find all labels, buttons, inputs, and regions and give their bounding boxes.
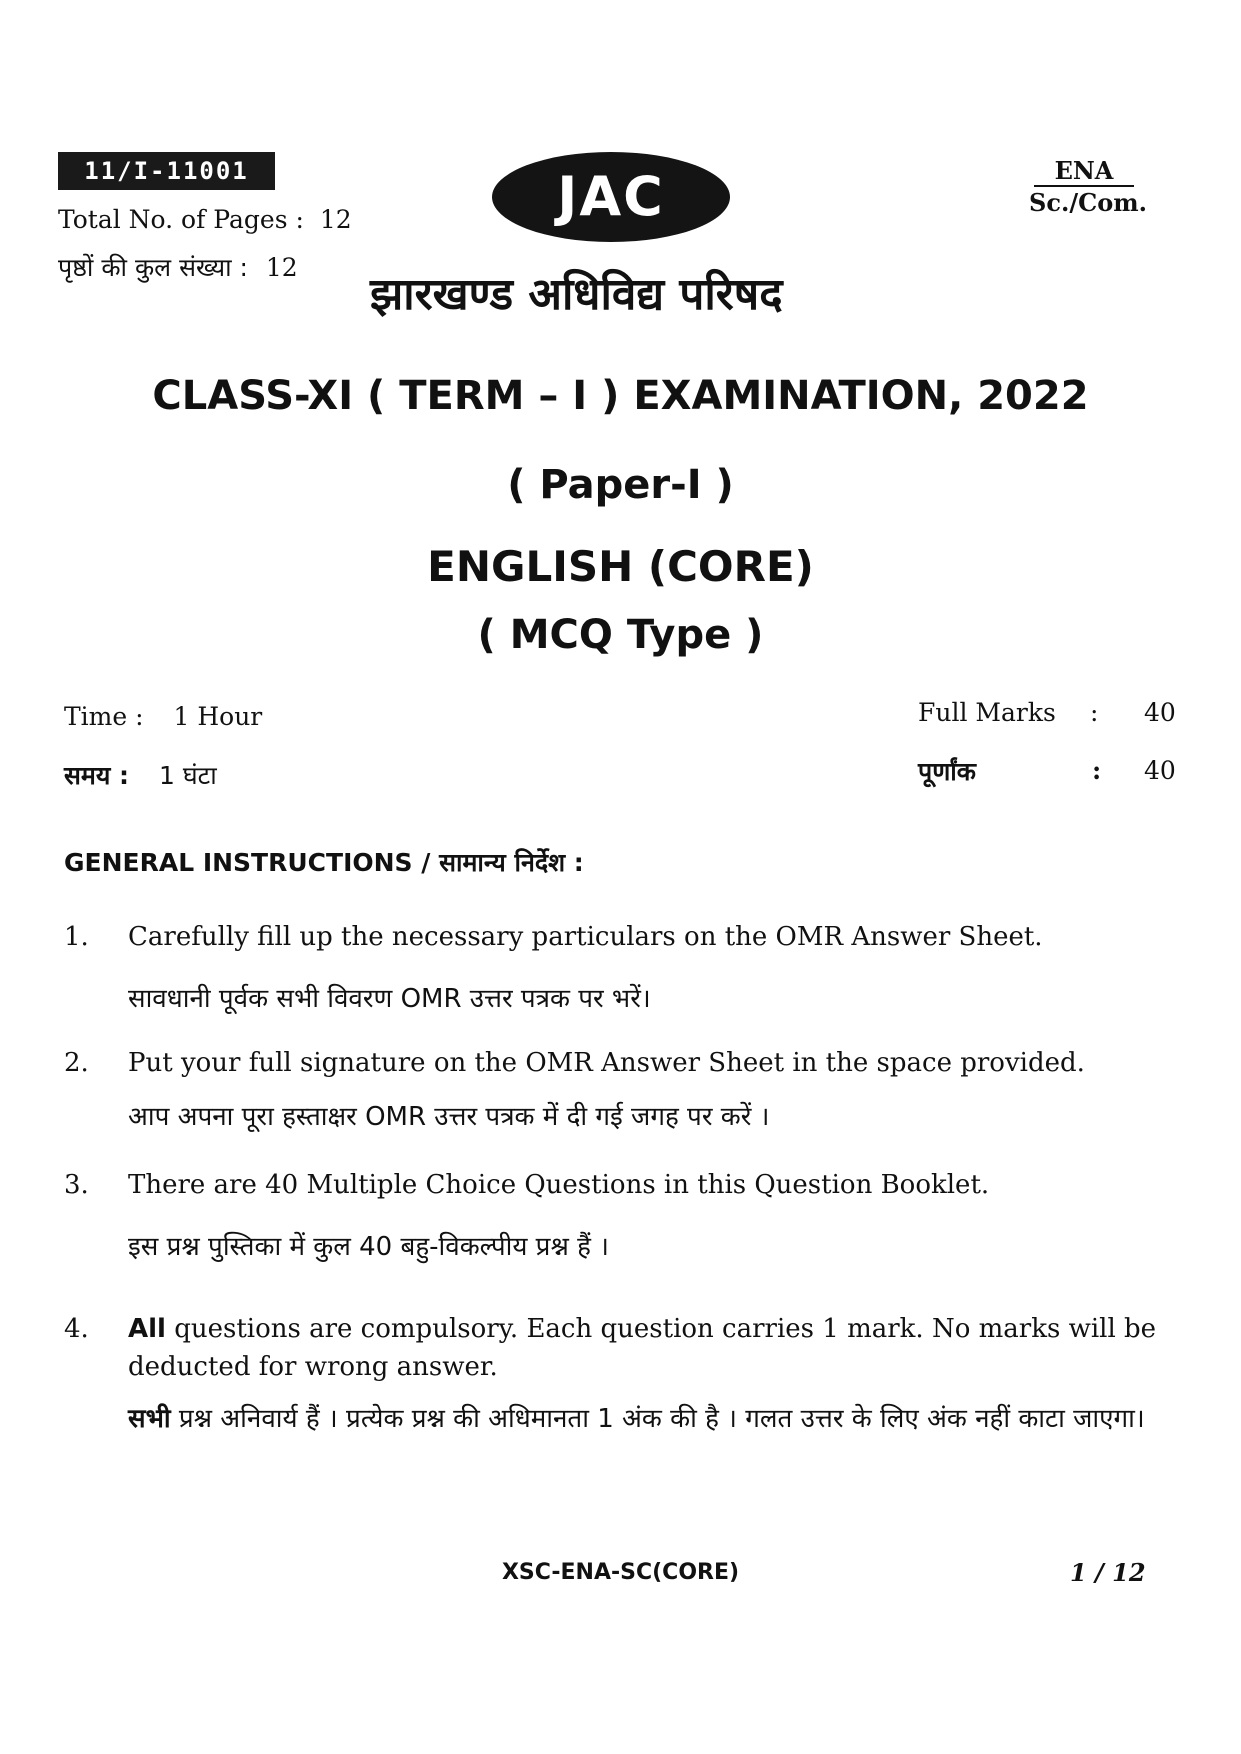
marks-colon-en: : [1090, 698, 1099, 727]
instruction-number: 3. [64, 1170, 89, 1200]
instruction-2-en: Put your full signature on the OMR Answer Sheet in the space provided. [128, 1048, 1085, 1078]
total-pages-label-hindi: पृष्ठों की कुल संख्या : [58, 253, 248, 282]
paper-code: 11/I-11001 [58, 152, 275, 190]
subject-title: ENGLISH (CORE) [427, 542, 814, 591]
instruction-4-bold: All [128, 1314, 166, 1344]
type-title: ( MCQ Type ) [477, 612, 764, 658]
instruction-4-hi-text: प्रश्न अनिवार्य हैं । प्रत्येक प्रश्न की अधिमानता 1 अंक की है । गलत उत्तर के लिए अंक नहीं काटा जाएगा। [170, 1404, 1145, 1434]
instruction-number: 1. [64, 922, 89, 952]
paper-title: ( Paper-I ) [507, 462, 734, 508]
instructions-heading: GENERAL INSTRUCTIONS / सामान्य निर्देश : [64, 848, 584, 877]
instruction-number: 4. [64, 1314, 89, 1344]
stream-label: Sc./Com. [1029, 188, 1147, 217]
time-value: 1 Hour [173, 702, 263, 731]
instruction-4-hi [128, 1398, 1188, 1440]
total-pages-hi [58, 250, 298, 284]
marks-label-hindi: पूर्णांक [918, 757, 976, 786]
instruction-3-hi: इस प्रश्न पुस्तिका में कुल 40 बहु-विकल्पीय प्रश्न हैं । [128, 1232, 610, 1262]
marks-value-en: 40 [1144, 698, 1176, 727]
total-pages-label: Total No. of Pages : [58, 205, 304, 234]
time-value-hindi: 1 घंटा [159, 761, 217, 790]
instruction-2-hi: आप अपना पूरा हस्ताक्षर OMR उत्तर पत्रक में दी गई जगह पर करें । [128, 1102, 770, 1132]
instruction-3-en: There are 40 Multiple Choice Questions in this Question Booklet. [128, 1170, 990, 1200]
total-pages-value-hindi: 12 [265, 253, 298, 282]
logo-text: JAC [557, 165, 665, 228]
total-pages-en [58, 205, 352, 234]
subject-code: ENA [1034, 156, 1134, 187]
instruction-4-en [128, 1310, 1188, 1386]
instruction-1-en: Carefully fill up the necessary particulars on the OMR Answer Sheet. [128, 922, 1043, 952]
total-pages-value: 12 [319, 205, 352, 234]
time-en [64, 702, 262, 731]
time-hi [64, 758, 217, 792]
instruction-1-hi: सावधानी पूर्वक सभी विवरण OMR उत्तर पत्रक पर भरें। [128, 984, 651, 1014]
marks-label-en: Full Marks [918, 698, 1056, 727]
footer-code: XSC-ENA-SC(CORE) [501, 1560, 740, 1585]
page-number: 1 / 12 [1070, 1558, 1146, 1587]
marks-colon-hindi: : [1092, 756, 1102, 785]
time-label-hindi: समय : [64, 761, 130, 790]
instruction-4-hi-bold: सभी [128, 1404, 171, 1434]
instruction-number: 2. [64, 1048, 89, 1078]
time-label: Time : [64, 702, 144, 731]
marks-value-hindi: 40 [1144, 756, 1176, 785]
board-name-hindi: झारखण्ड अधिविद्य परिषद [370, 269, 783, 320]
instruction-4-text: questions are compulsory. Each question carries 1 mark. No marks will be deducted for wrong answer. [128, 1314, 1157, 1382]
jac-logo [492, 152, 730, 242]
exam-title: CLASS-XI ( TERM – I ) EXAMINATION, 2022 [152, 373, 1089, 419]
